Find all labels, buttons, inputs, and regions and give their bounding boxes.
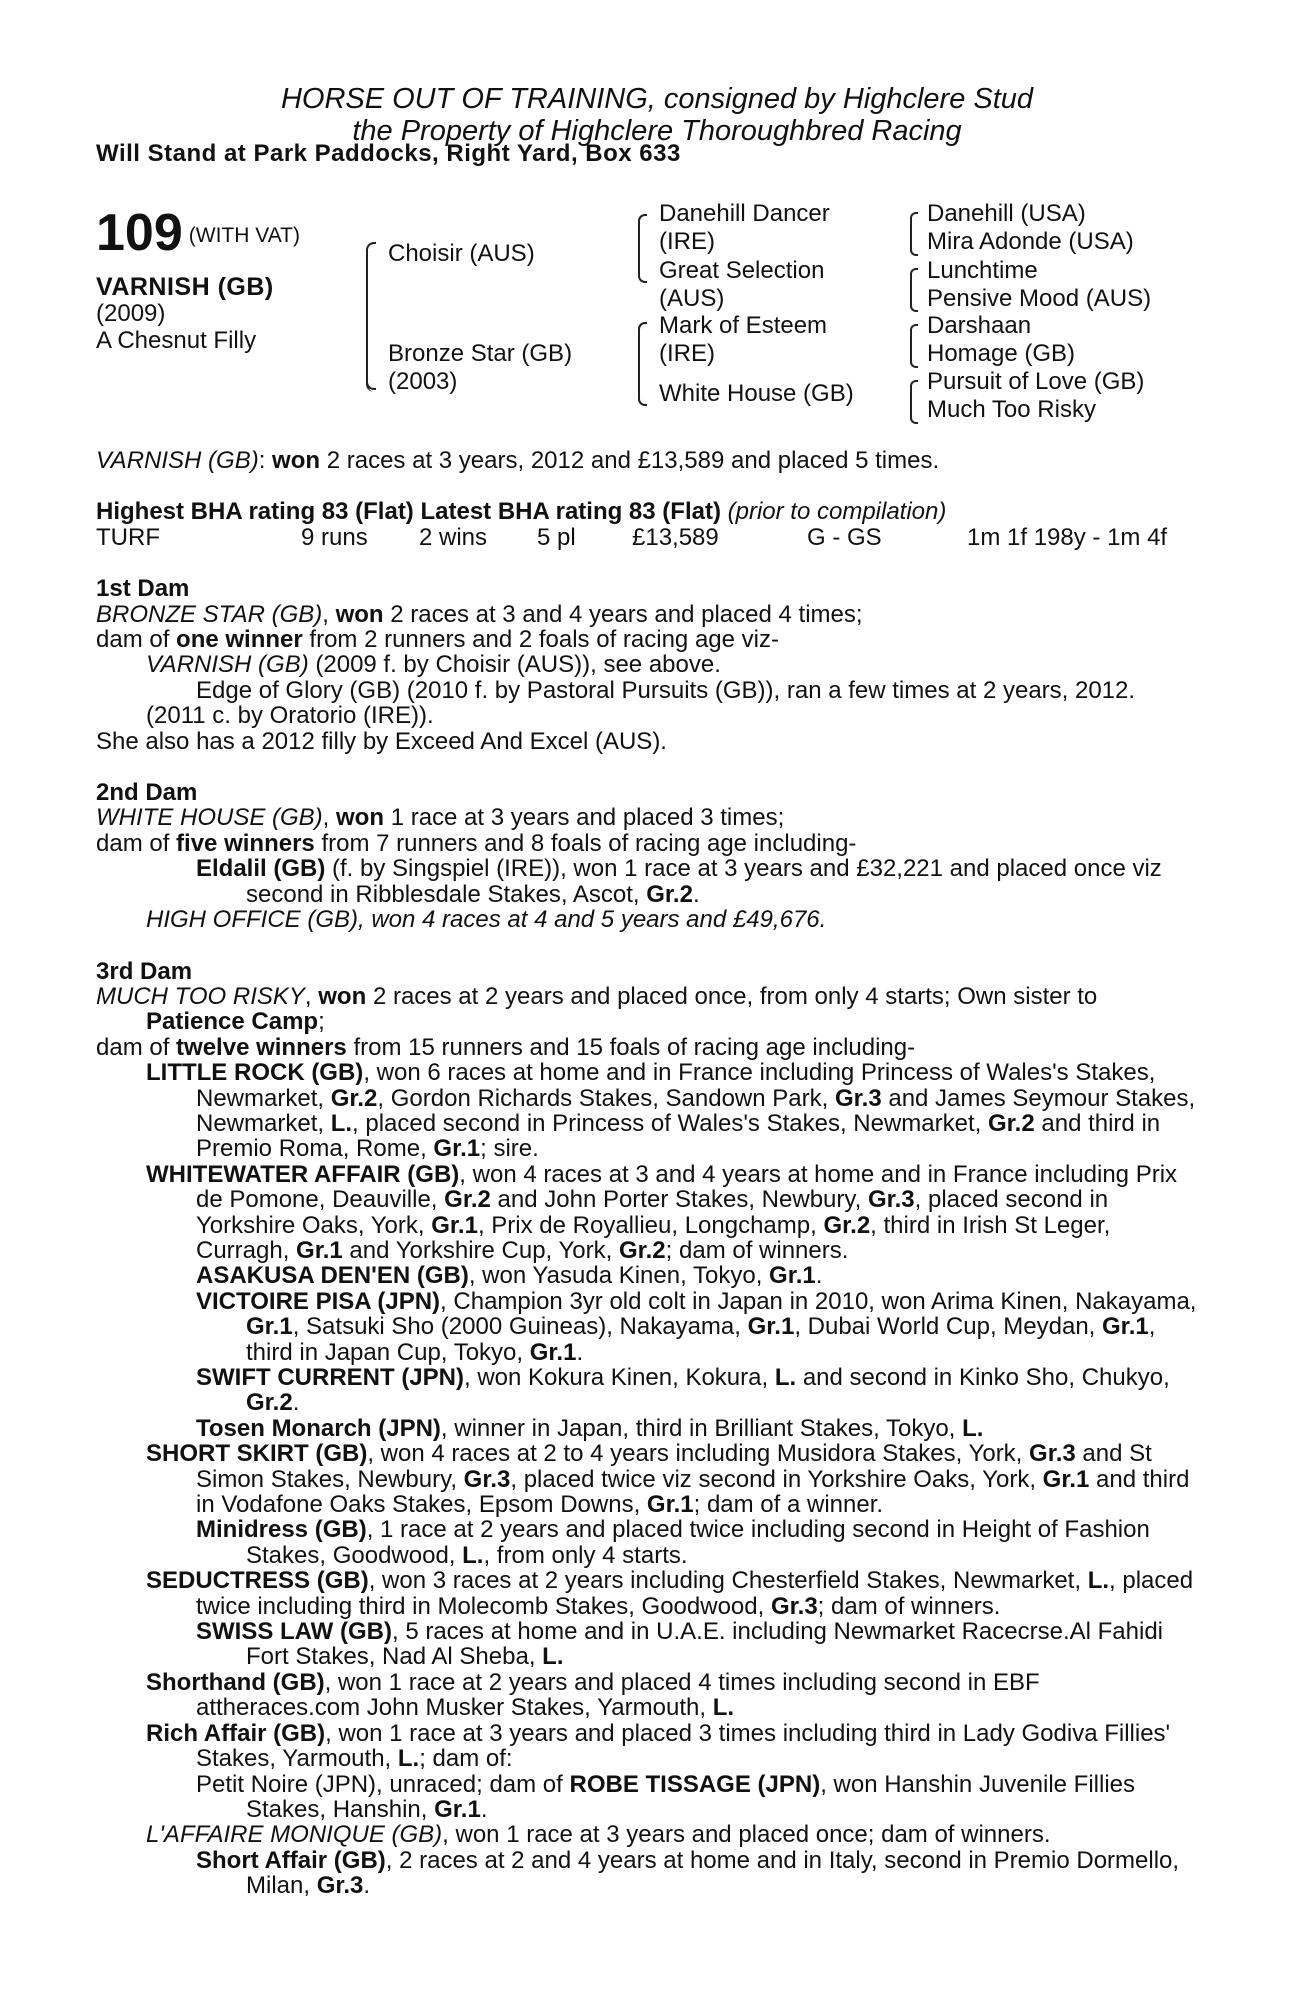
pedigree-dam-year: (2003) (388, 368, 458, 395)
first-dam-produce: dam of one winner from 2 runners and 2 foals of racing age viz- (96, 626, 779, 654)
catalogue-body (96, 448, 1206, 1899)
produce-2011-colt: (2011 c. by Oratorio (IRE)). (146, 702, 434, 730)
pedigree-dam-dam: White House (GB) (659, 380, 854, 407)
produce-shorthand: Shorthand (GB), won 1 race at 2 years and placed 4 times including second in EBF attheraces.com John Musker Stakes, Yarmouth, L. (146, 1668, 1040, 1722)
pedigree-sire-sire: Danehill Dancer (659, 200, 830, 227)
second-dam-title: 2nd Dam (96, 779, 198, 807)
stat-going: G - GS (807, 523, 882, 551)
produce-high-office: HIGH OFFICE (GB), won 4 races at 4 and 5 years and £49,676. (146, 906, 827, 934)
stat-distance: 1m 1f 198y - 1m 4f (967, 523, 1168, 551)
stat-runs: 9 runs (301, 523, 368, 551)
second-dam-produce: dam of five winners from 7 runners and 8 foals of racing age including- (96, 829, 857, 857)
lot-number (96, 205, 300, 264)
consignor-line: HORSE OUT OF TRAINING, consigned by Highclere Stud (280, 83, 1034, 115)
produce-rich-affair: Rich Affair (GB), won 1 race at 3 years and placed 3 times including third in Lady Godiva Fillies' Stakes, Yarmouth, L.; dam of: (146, 1719, 1171, 1773)
produce-whitewater-affair: WHITEWATER AFFAIR (GB), won 4 races at 3 and 4 years at home and in France including Prix de Pomone, Deauville, Gr.2 and John Porter Stakes, Newbury, Gr.3, placed second in Yorkshire Oaks, York, Gr.1, Prix de Royallieu, Longchamp, Gr.2, third in Irish St Leger, Curragh, Gr.1 and Yorkshire Cup, York, Gr.2; dam of winners. (146, 1160, 1178, 1264)
sire-dam-brace-bottom (366, 328, 376, 390)
stat-wins: 2 wins (419, 523, 488, 551)
gp-brace-3 (910, 324, 918, 368)
lot-number-value: 109 (96, 204, 183, 262)
produce-short-affair: Short Affair (GB), 2 races at 2 and 4 years at home and in Italy, second in Premio Dormello, Milan, Gr.3. (196, 1846, 1180, 1900)
pedigree-dam: Bronze Star (GB) (388, 340, 573, 367)
horse-name: VARNISH (GB) (96, 273, 274, 301)
gp-brace-4 (910, 380, 918, 424)
produce-seductress: SEDUCTRESS (GB), won 3 races at 2 years including Chesterfield Stakes, Newmarket, L., placed twice including third in Molecomb Stakes, Goodwood, Gr.3; dam of winners. (146, 1567, 1194, 1620)
third-dam-record: MUCH TOO RISKY, won 2 races at 2 years and placed once, from only 4 starts; Own sister to Patience Camp; (96, 982, 1098, 1036)
pedigree-sire-dam-country: (AUS) (659, 285, 725, 312)
second-dam-record: WHITE HOUSE (GB), won 1 race at 3 years and placed 3 times; (96, 804, 785, 832)
produce-laffaire-monique: L'AFFAIRE MONIQUE (GB), won 1 race at 3 years and placed once; dam of winners. (146, 1821, 1051, 1849)
pedigree-sire-sire-country: (IRE) (659, 228, 715, 255)
third-dam-produce: dam of twelve winners from 15 runners and 15 foals of racing age including- (96, 1033, 916, 1061)
vat-label: (WITH VAT) (188, 224, 300, 248)
pedigree-dam-sire: Mark of Esteem (659, 312, 828, 339)
first-dam-title: 1st Dam (96, 575, 190, 603)
produce-swiss-law: SWISS LAW (GB), 5 races at home and in U.A.E. including Newmarket Racecrse.Al Fahidi Fort Stakes, Nad Al Sheba, L. (196, 1618, 1163, 1671)
stats-row (96, 525, 1206, 550)
horse-description: A Chesnut Filly (96, 327, 257, 354)
stand-location: Will Stand at Park Paddocks, Right Yard, Box 633 (96, 140, 681, 167)
produce-asakusa-denen: ASAKUSA DEN'EN (GB), won Yasuda Kinen, Tokyo, Gr.1. (196, 1262, 823, 1290)
pedigree-dam-sire-country: (IRE) (659, 340, 715, 367)
pedigree-ssd: Mira Adonde (USA) (927, 228, 1134, 255)
produce-short-skirt: SHORT SKIRT (GB), won 4 races at 2 to 4 years including Musidora Stakes, York, Gr.3 and St Simon Stakes, Newbury, Gr.3, placed twice viz second in Yorkshire Oaks, York, Gr.1 and third in Vodafone Oaks Stakes, Epsom Downs, Gr.1; dam of a winner. (146, 1440, 1190, 1519)
pedigree-ddd: Much Too Risky (927, 396, 1096, 423)
pedigree-dsd: Homage (GB) (927, 340, 1076, 367)
produce-tosen-monarch: Tosen Monarch (JPN), winner in Japan, third in Brilliant Stakes, Tokyo, L. (196, 1414, 984, 1442)
stat-surface: TURF (96, 523, 160, 551)
produce-little-rock: LITTLE ROCK (GB), won 6 races at home and in France including Princess of Wales's Stakes, Newmarket, Gr.2, Gordon Richards Stakes, Sandown Park, Gr.3 and James Seymour Stakes, Newmarket, L., placed second in Princess of Wales's Stakes, Newmarket, Gr.2 and third in Premio Roma, Rome, Gr.1; sire. (146, 1059, 1196, 1163)
produce-victoire-pisa: VICTOIRE PISA (JPN), Champion 3yr old colt in Japan in 2010, won Arima Kinen, Nakayama, Gr.1, Satsuki Sho (2000 Guineas), Nakayama, Gr.1, Dubai World Cup, Meydan, Gr.1, third in Japan Cup, Tokyo, Gr.1. (196, 1287, 1197, 1366)
gp-brace-2 (910, 268, 918, 312)
first-dam-record: BRONZE STAR (GB), won 2 races at 3 and 4 years and placed 4 times; (96, 600, 863, 628)
produce-minidress: Minidress (GB), 1 race at 2 years and placed twice including second in Height of Fashion Stakes, Goodwood, L., from only 4 starts. (196, 1516, 1150, 1569)
race-summary: VARNISH (GB): won 2 races at 3 years, 2012 and £13,589 and placed 5 times. (96, 447, 940, 474)
produce-varnish: VARNISH (GB) (2009 f. by Choisir (AUS)), see above. (146, 651, 721, 679)
property-line: the Property of Highclere Thoroughbred Racing (352, 115, 962, 147)
pedigree-sire-dam: Great Selection (659, 257, 825, 284)
produce-2012-filly: She also has a 2012 filly by Exceed And Excel (AUS). (96, 727, 667, 755)
sire-brace (638, 214, 647, 283)
gp-brace-1 (910, 212, 918, 256)
pedigree-sds: Lunchtime (927, 257, 1038, 284)
pedigree-dds: Pursuit of Love (GB) (927, 368, 1145, 395)
pedigree-sdd: Pensive Mood (AUS) (927, 285, 1152, 312)
produce-eldalil: Eldalil (GB) (f. by Singspiel (IRE)), won 1 race at 3 years and £32,221 and placed once viz second in Ribblesdale Stakes, Ascot, Gr.2. (196, 855, 1162, 908)
foaling-year: (2009) (96, 300, 166, 327)
pedigree-dss: Darshaan (927, 312, 1032, 339)
rating-line: Highest BHA rating 83 (Flat) Latest BHA rating 83 (Flat) (prior to compilation) (96, 498, 947, 526)
pedigree-sss: Danehill (USA) (927, 200, 1086, 227)
dam-brace (638, 322, 647, 406)
stat-earnings: £13,589 (632, 523, 719, 551)
produce-edge-of-glory: Edge of Glory (GB) (2010 f. by Pastoral Pursuits (GB)), ran a few times at 2 years, 2012. (196, 676, 1136, 704)
third-dam-title: 3rd Dam (96, 957, 193, 985)
produce-petit-noire: Petit Noire (JPN), unraced; dam of ROBE TISSAGE (JPN), won Hanshin Juvenile Fillies Stakes, Hanshin, Gr.1. (196, 1770, 1135, 1823)
pedigree-sire: Choisir (AUS) (388, 240, 535, 267)
stat-placed: 5 pl (537, 523, 576, 551)
produce-swift-current: SWIFT CURRENT (JPN), won Kokura Kinen, Kokura, L. and second in Kinko Sho, Chukyo, Gr.2. (196, 1364, 1170, 1417)
